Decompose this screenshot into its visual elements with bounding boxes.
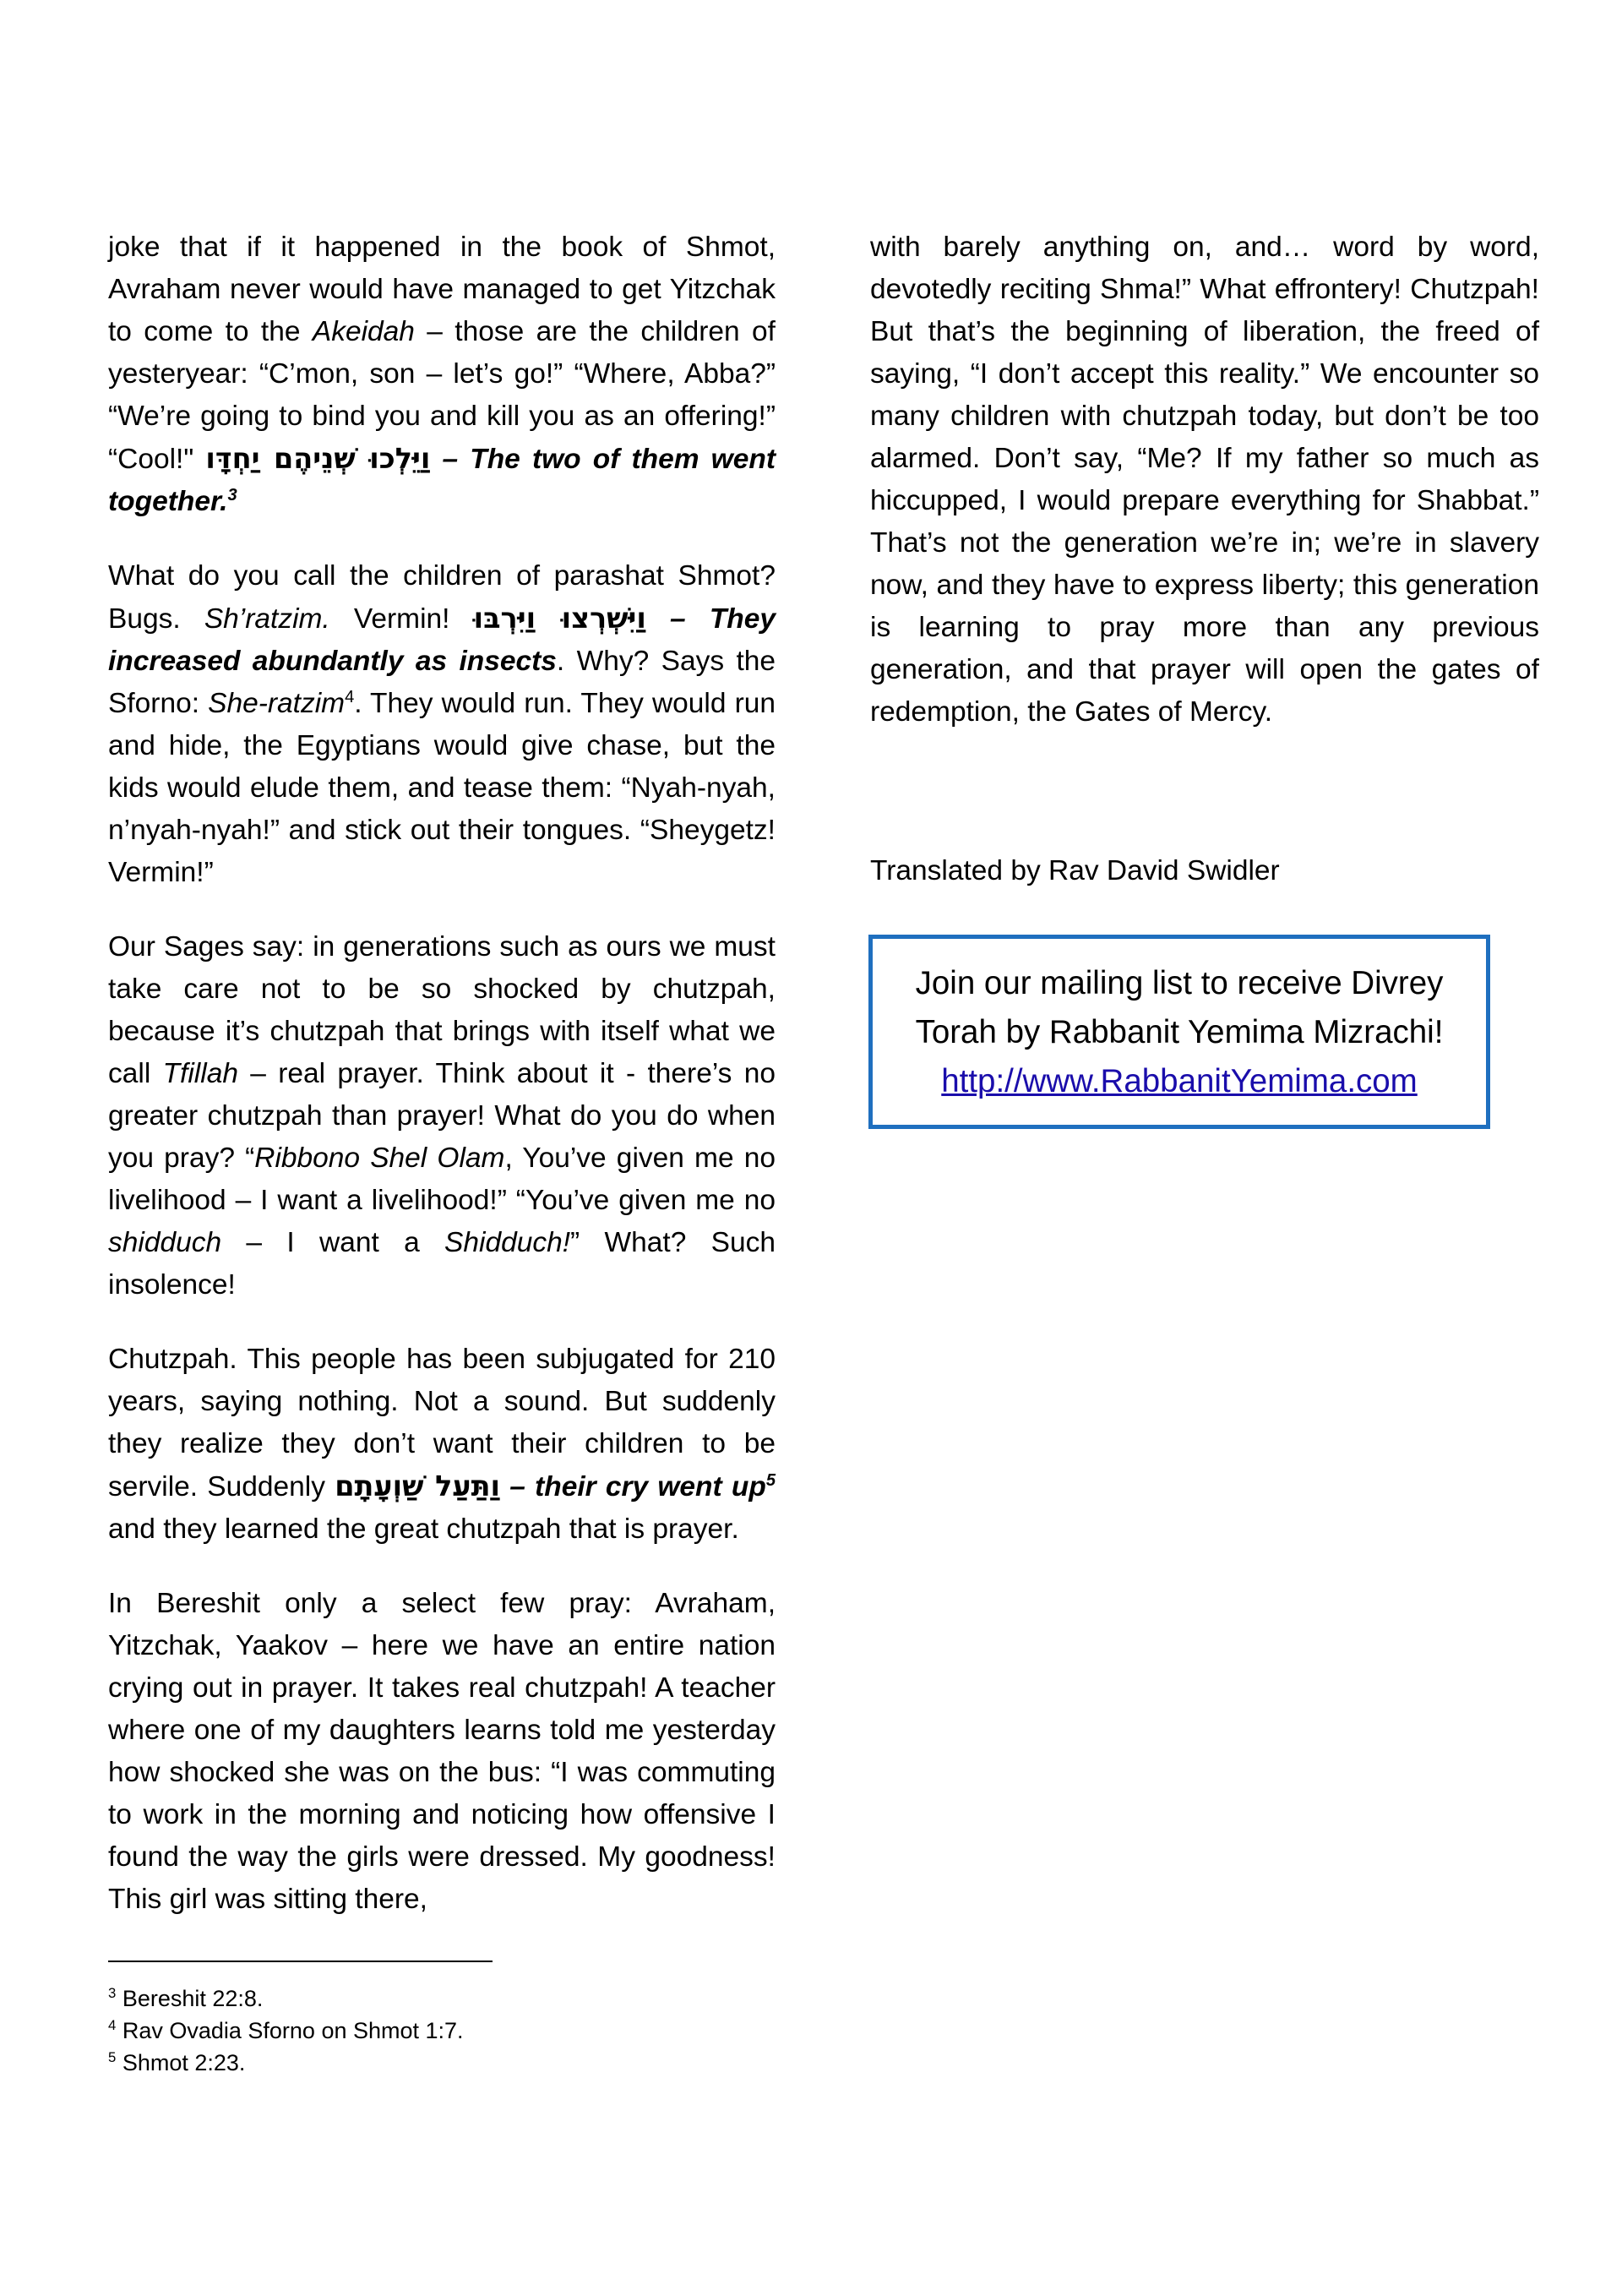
mailing-list-line-2: Torah by Rabbanit Yemima Mizrachi! — [915, 1014, 1444, 1050]
hebrew-quote: וַיִּשְׁרְצוּ וַיִּרְבּוּ — [473, 602, 646, 635]
paragraph-chutzpah: Chutzpah. This people has been subjugated for 210 years, saying nothing. Not a sound. But suddenly they realize they don’t want their children to be servile. Suddenly וַתַּעַל שַׁוְעָתָם – their cry went $up^5$ and they learned the great chutzpah that is prayer. — [108, 1344, 776, 1545]
footnote-ref: 3 — [227, 485, 237, 504]
footnote-ref: 4 — [345, 687, 355, 706]
translation-quote: – their cry went up — [500, 1471, 766, 1502]
translation-quote: – They increased abundantly as insects — [108, 603, 776, 677]
mailing-list-line-1: Join our mailing list to receive Divrey — [915, 965, 1444, 1001]
footnotes — [108, 1961, 776, 2079]
left-column — [108, 226, 776, 1953]
translation-quote: The two of them went together. — [108, 444, 776, 517]
footnote-5: $^5$ Shmot 2:23. — [108, 2049, 246, 2075]
hebrew-quote: וַתַּעַל שַׁוְעָתָם — [335, 1470, 501, 1502]
website-link[interactable]: http://www.RabbanitYemima.com — [941, 1063, 1418, 1099]
footnote-ref: 5 — [765, 1470, 776, 1490]
hebrew-quote: וַיֵּלְכוּ שְׁנֵיהֶם יַחְדָּו — [205, 442, 431, 475]
paragraph-akeidah: joke that if it happened in the book of Shmot, Avraham never would have managed to get Yitzchak to come to the Akeidah – those are the children of yesteryear: “C’mon, son – let’s go!” “Where, Abba?” “We’re going to bind you and kill you as an offering!” “Cool!" וַיֵּלְכוּ שְׁנֵיהֶם יַחְדָּו – The two of them went together.$^3$ — [108, 232, 776, 517]
footnote-divider — [108, 1961, 493, 1962]
italic-term: Akeidah — [312, 316, 415, 347]
paragraph-bereshit: In Bereshit only a select few pray: Avraham, Yitzchak, Yaakov – here we have an entire nation crying out in prayer. It takes real chutzpah! A teacher where one of my daughters learns told me yesterday how shocked she was on the bus: “I was commuting to work in the morning and noticing how offensive I found the way the girls were dressed. My goodness! This girl was sitting there, — [108, 1588, 776, 1915]
footnote-3: $^3$ Bereshit 22:8. — [108, 1985, 264, 2011]
paragraph-continuation: with barely anything on, and… word by word, devotedly reciting Shma!” What effrontery! Chutzpah! But that’s the beginning of liberation, the freed of saying, “I don’t accept this reality.” We encounter so many children with chutzpah today, but don’t be too alarmed. Don’t say, “Me? If my father so much as hiccupped, I would prepare everything for Shabbat.” That’s not the generation we’re in; we’re in slavery now, and they have to express liberty; this generation is learning to pray more than any previous generation, and that prayer will open the gates of redemption, the Gates of Mercy. — [870, 232, 1539, 728]
paragraph-shratzim: What do you call the children of parashat Shmot? Bugs. Sh’ratzim. Vermin! וַיִּשְׁרְצוּ וַיִּרְבּוּ – They increased abundantly as insects. Why? Says the Sforno: She-ratzim$^4$. They would run. They would run and hide, the Egyptians would give chase, but the kids would elude them, and tease them: “Nyah-nyah, n’nyah-nyah!” and stick out their tongues. “Sheygetz! Vermin!” — [108, 560, 776, 888]
mailing-list-box — [868, 935, 1490, 1129]
footnote-4: $^4$ Rav Ovadia Sforno on Shmot 1:7. — [108, 2017, 464, 2043]
right-column — [870, 226, 1539, 766]
paragraph-sages: Our Sages say: in generations such as ours we must take care not to be so shocked by chutzpah, because it’s chutzpah that brings with itself what we call Tfillah – real prayer. Think about it - there’s no greater chutzpah than prayer! What do you do when you pray? “Ribbono Shel Olam, You’ve given me no livelihood – I want a livelihood!” “You’ve given me no shidduch – I want a Shidduch!” What? Such insolence! — [108, 931, 776, 1301]
translator-credit: Translated by Rav David Swidler — [870, 855, 1280, 886]
